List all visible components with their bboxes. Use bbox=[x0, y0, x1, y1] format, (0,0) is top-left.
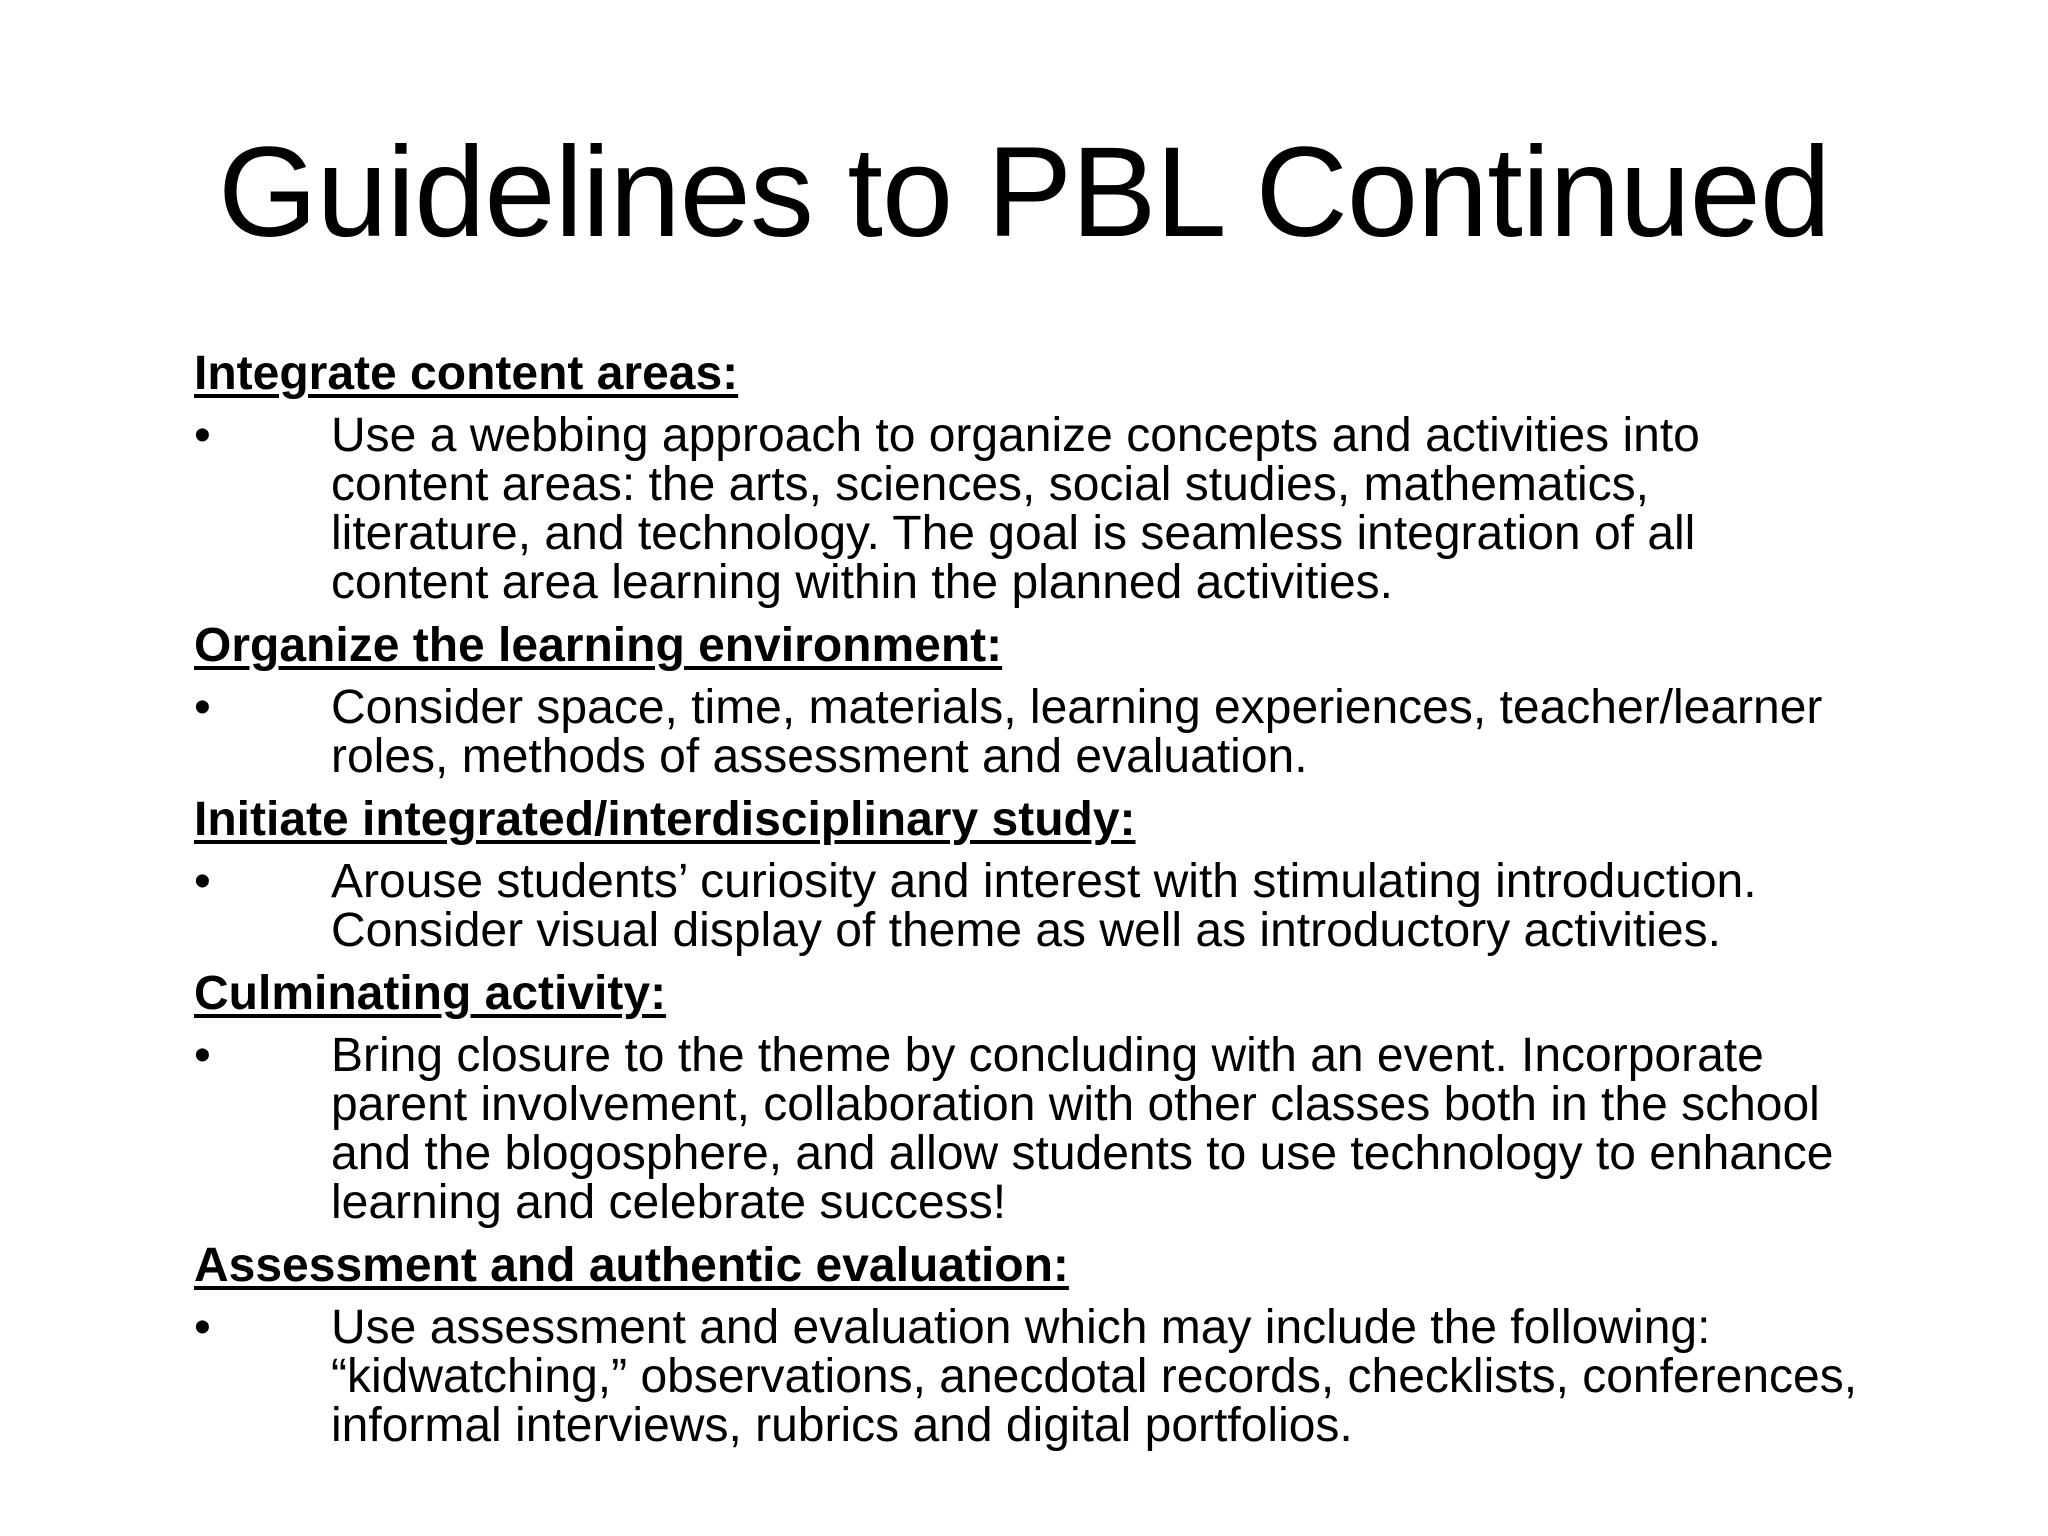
section-assessment-evaluation bbox=[194, 1237, 2014, 1450]
bullet-text: Arouse students’ curiosity and interest with stimulating introduction. Consider visual display of theme as well as introductory activities. bbox=[331, 855, 1757, 957]
bullet-icon: • bbox=[194, 1029, 211, 1082]
section-heading: Integrate content areas: bbox=[194, 347, 739, 400]
section-heading: Initiate integrated/interdisciplinary study: bbox=[194, 793, 1136, 846]
section-heading: Culminating activity: bbox=[194, 967, 667, 1020]
bullet-icon: • bbox=[194, 855, 211, 908]
slide-title: Guidelines to PBL Continued bbox=[218, 121, 1830, 264]
bullet-item bbox=[194, 411, 2014, 607]
bullet-icon: • bbox=[194, 409, 211, 462]
bullet-text: Use a webbing approach to organize concepts and activities into content areas: the arts, sciences, social studies, mathematics, literature, and technology. The goal is seamless integration of all content area learning within the planned activities. bbox=[331, 409, 1700, 609]
bullet-item bbox=[194, 1303, 2014, 1450]
bullet-text: Use assessment and evaluation which may include the following: “kidwatching,” observations, anecdotal records, checklists, conferences, informal interviews, rubrics and digital portfolios. bbox=[331, 1301, 1858, 1452]
bullet-text: Bring closure to the theme by concluding with an event. Incorporate parent involvement, collaboration with other classes both in the school and the blogosphere, and allow students to use technology to enhance learning and celebrate success! bbox=[331, 1029, 1834, 1229]
section-heading: Organize the learning environment: bbox=[194, 619, 1003, 672]
bullet-icon: • bbox=[194, 1301, 211, 1354]
bullet-item bbox=[194, 683, 2014, 781]
bullet-text: Consider space, time, materials, learning experiences, teacher/learner roles, methods of assessment and evaluation. bbox=[331, 681, 1823, 783]
section-organize-learning-environment bbox=[194, 617, 2014, 781]
section-initiate-integrated-study bbox=[194, 791, 2014, 955]
bullet-icon: • bbox=[194, 681, 211, 734]
bullet-item bbox=[194, 1031, 2014, 1227]
bullet-item bbox=[194, 857, 2014, 955]
section-integrate-content-areas bbox=[194, 345, 2014, 607]
section-heading: Assessment and authentic evaluation: bbox=[194, 1239, 1069, 1292]
slide-body bbox=[194, 345, 2014, 1460]
section-culminating-activity bbox=[194, 965, 2014, 1227]
